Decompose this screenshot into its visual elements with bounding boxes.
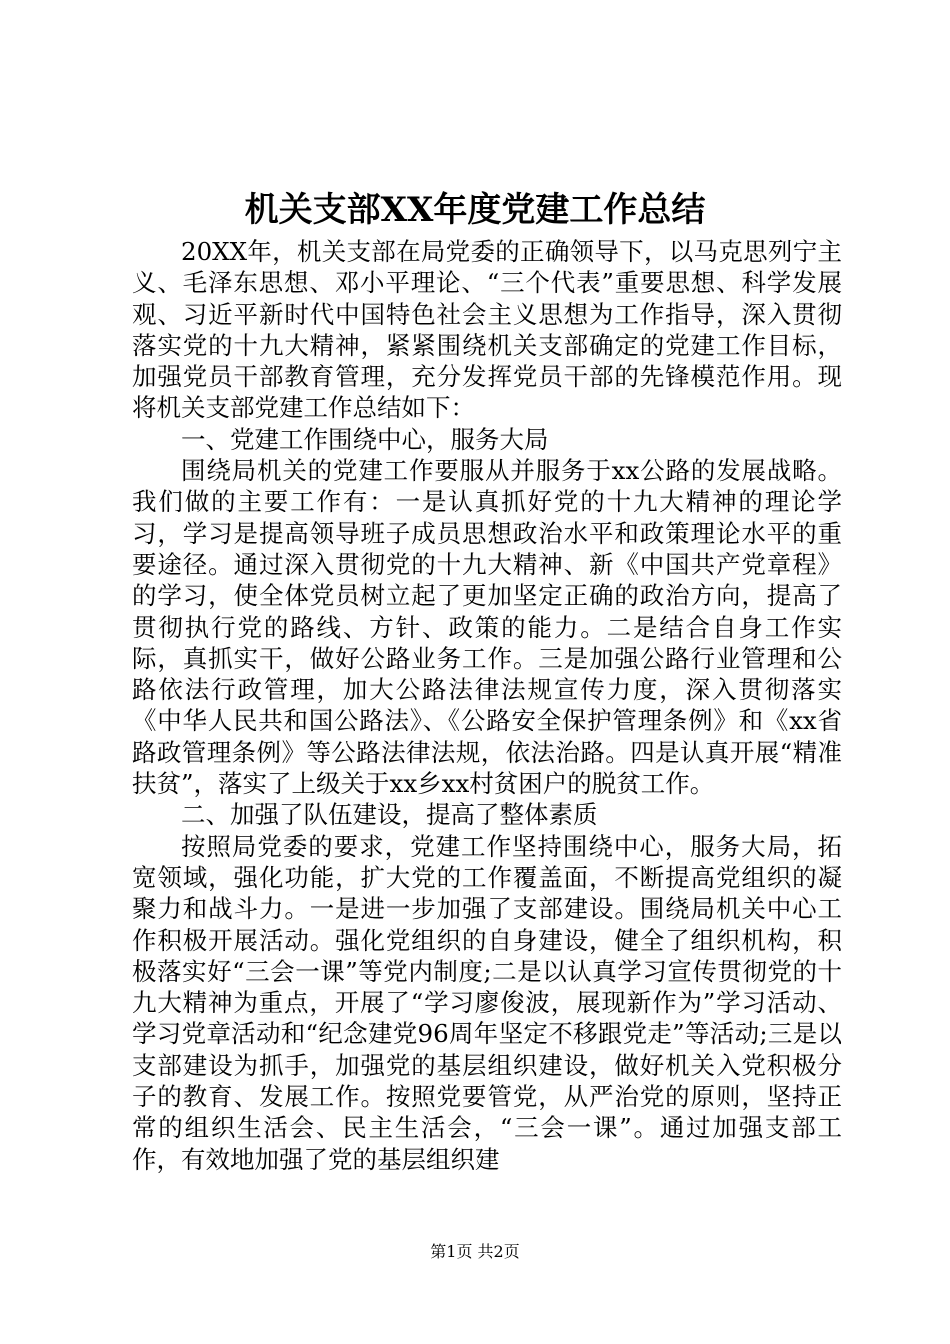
document-title: 机关支部XX年度党建工作总结 <box>244 190 706 230</box>
page-number-footer: 第1页 共2页 <box>430 1242 520 1261</box>
intro-paragraph: 20XX年，机关支部在局党委的正确领导下，以马克思列宁主义、毛泽东思想、邓小平理论、“三个代表”重要思想、科学发展观、习近平新时代中国特色社会主义思想为工作指导，深入贯彻落实党的十九大精神，紧紧围绕机关支部确定的党建工作目标，加强党员干部教育管理，充分发挥党员干部的先锋模范作用。现将机关支部党建工作总结如下： <box>132 237 842 423</box>
section-heading-1: 一、党建工作围绕中心，服务大局 <box>181 424 549 454</box>
section-2-paragraph: 按照局党委的要求，党建工作坚持围绕中心，服务大局，拓宽领域，强化功能，扩大党的工作覆盖面，不断提高党组织的凝聚力和战斗力。一是进一步加强了支部建设。围绕局机关中心工作积极开展活动。强化党组织的自身建设，健全了组织机构，积极落实好“三会一课”等党内制度;二是以认真学习宣传贯彻党的十九大精神为重点，开展了“学习廖俊波，展现新作为”学习活动、学习党章活动和“纪念建党96周年坚定不移跟党走”等活动;三是以支部建设为抓手，加强党的基层组织建设，做好机关入党积极分子的教育、发展工作。按照党要管党，从严治党的原则，坚持正常的组织生活会、民主生活会，“三会一课”。通过加强支部工作，有效地加强了党的基层组织建 <box>132 831 842 1174</box>
document-body <box>132 236 842 1175</box>
section-heading-2: 二、加强了队伍建设，提高了整体素质 <box>181 800 598 830</box>
section-1-paragraph: 围绕局机关的党建工作要服从并服务于xx公路的发展战略。我们做的主要工作有：一是认真抓好党的十九大精神的理论学习，学习是提高领导班子成员思想政治水平和政策理论水平的重要途径。通过深入贯彻党的十九大精神、新《中国共产党章程》的学习，使全体党员树立起了更加坚定正确的政治方向，提高了贯彻执行党的路线、方针、政策的能力。二是结合自身工作实际，真抓实干，做好公路业务工作。三是加强公路行业管理和公路依法行政管理，加大公路法律法规宣传力度，深入贯彻落实《中华人民共和国公路法》、《公路安全保护管理条例》和《xx省路政管理条例》等公路法律法规，依法治路。四是认真开展“精准扶贫”，落实了上级关于xx乡xx村贫困户的脱贫工作。 <box>132 456 842 799</box>
